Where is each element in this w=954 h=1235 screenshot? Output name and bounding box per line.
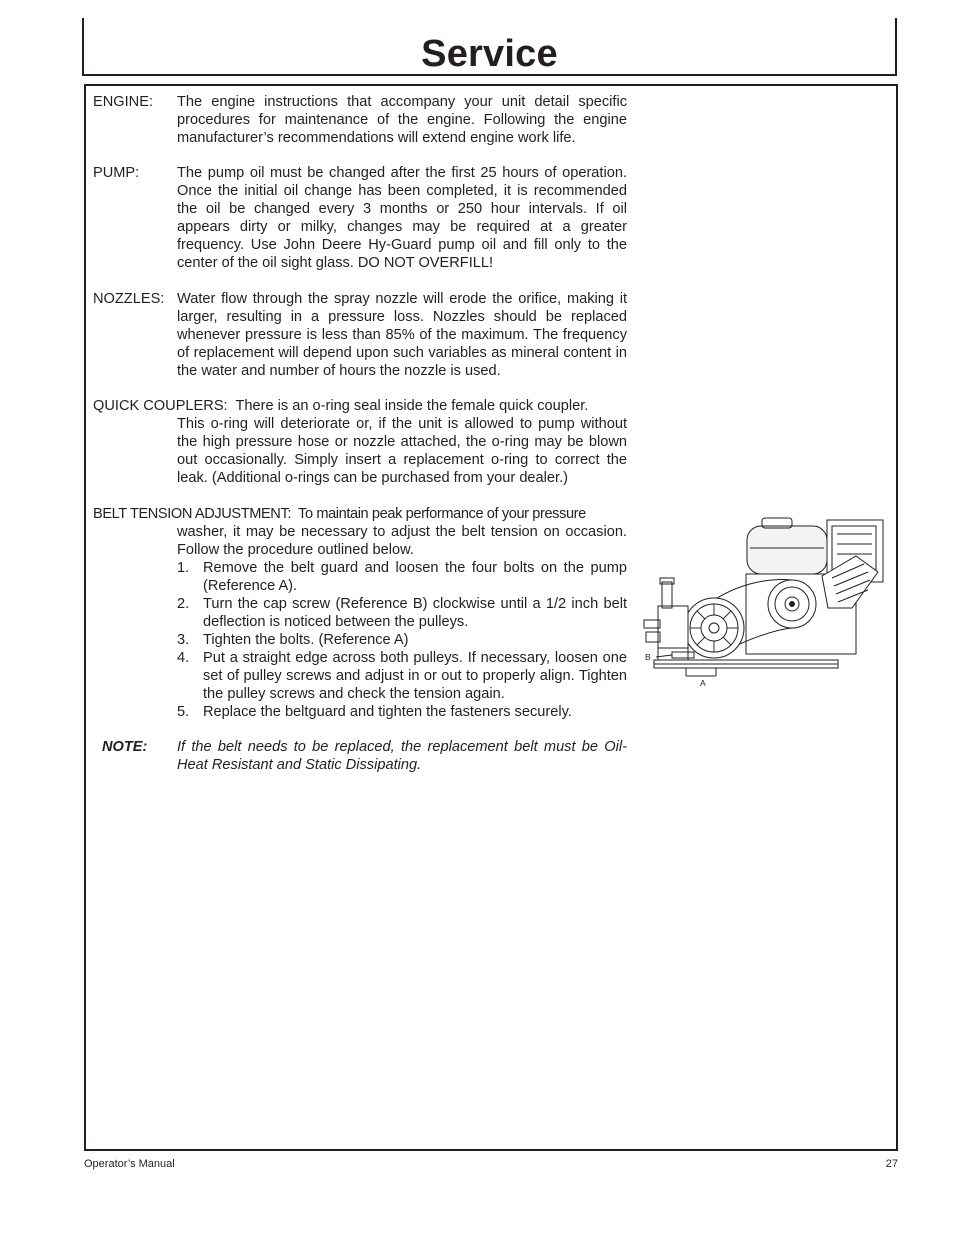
- pump-section: [93, 164, 627, 272]
- note-label: NOTE:: [102, 739, 148, 755]
- step-text: Tighten the bolts. (Reference A): [203, 632, 409, 648]
- footer-page-number: 27: [885, 1158, 898, 1170]
- figure-label-a: A: [700, 678, 706, 688]
- quick-couplers-intro: There is an o-ring seal inside the female quick coupler.: [235, 398, 589, 414]
- list-item: [177, 559, 627, 595]
- belt-text: washer, it may be necessary to adjust the belt tension on occasion. Follow the procedure outlined below.: [177, 524, 627, 558]
- pump-label: PUMP:: [93, 165, 140, 181]
- page-title: Service: [421, 33, 558, 75]
- quick-couplers-text: This o-ring will deteriorate or, if the unit is allowed to pump without the high pressure hose or nozzle attached, the o-ring may be blown out occasionally. Simply insert a replacement o-ring to correct the leak. (Additional o-rings can be purchased from your dealer.): [177, 416, 627, 486]
- engine-section: [93, 93, 627, 147]
- step-number: 3.: [177, 632, 190, 648]
- nozzles-label: NOZZLES:: [93, 291, 165, 307]
- quick-couplers-label: QUICK COUPLERS:: [93, 398, 228, 414]
- step-number: 5.: [177, 704, 190, 720]
- belt-tension-section: [93, 505, 627, 721]
- figure-label-b: B: [645, 652, 651, 662]
- step-number: 2.: [177, 596, 190, 612]
- title-frame: [82, 18, 897, 76]
- list-item: [177, 703, 627, 721]
- belt-label: BELT TENSION ADJUSTMENT:: [93, 506, 291, 522]
- engine-pump-drawing: [642, 512, 886, 694]
- pump-text: The pump oil must be changed after the first 25 hours of operation. Once the initial oil change has been completed, it is recommended the oil be changed every 3 months or 250 hour intervals. If oil appears dirty or milky, changes may be required at a greater frequency. Use John Deere Hy-Guard pump oil and fill only to the center of the oil sight glass. DO NOT OVERFILL!: [177, 165, 627, 271]
- pressure-washer-illustration: [642, 512, 886, 694]
- quick-couplers-first-line: [93, 397, 627, 415]
- footer-manual-title: Operator’s Manual: [84, 1158, 175, 1170]
- list-item: [177, 595, 627, 631]
- note-section: [93, 738, 627, 774]
- engine-label: ENGINE:: [93, 94, 154, 110]
- step-text: Put a straight edge across both pulleys. If necessary, loosen one set of pulley screws and adjust in or out to properly align. Tighten the pulley screws and check the tension again.: [203, 650, 627, 702]
- nozzles-section: [93, 290, 627, 380]
- step-text: Replace the beltguard and tighten the fasteners securely.: [203, 704, 572, 720]
- step-text: Turn the cap screw (Reference B) clockwise until a 1/2 inch belt deflection is noticed between the pulleys.: [203, 596, 627, 630]
- list-item: [177, 649, 627, 703]
- nozzles-text: Water flow through the spray nozzle will erode the orifice, making it larger, resulting in a pressure loss. Nozzles should be replaced whenever pressure is less than 85% of the maximum. The frequency of replacement will depend upon such variables as mineral content in the water and number of hours the nozzle is used.: [177, 291, 627, 379]
- step-number: 1.: [177, 560, 190, 576]
- belt-first-line: [93, 505, 627, 523]
- list-item: [177, 631, 627, 649]
- step-number: 4.: [177, 650, 190, 666]
- note-text: If the belt needs to be replaced, the replacement belt must be Oil-Heat Resistant and Static Dissipating.: [177, 739, 627, 773]
- engine-text: The engine instructions that accompany your unit detail specific procedures for maintenance of the engine. Following the engine manufacturer’s recommendations will extend engine work life.: [177, 94, 627, 146]
- belt-steps: [177, 559, 627, 721]
- belt-intro: To maintain peak performance of your pressure: [298, 506, 586, 522]
- step-text: Remove the belt guard and loosen the four bolts on the pump (Reference A).: [203, 560, 627, 594]
- quick-couplers-section: [93, 397, 627, 487]
